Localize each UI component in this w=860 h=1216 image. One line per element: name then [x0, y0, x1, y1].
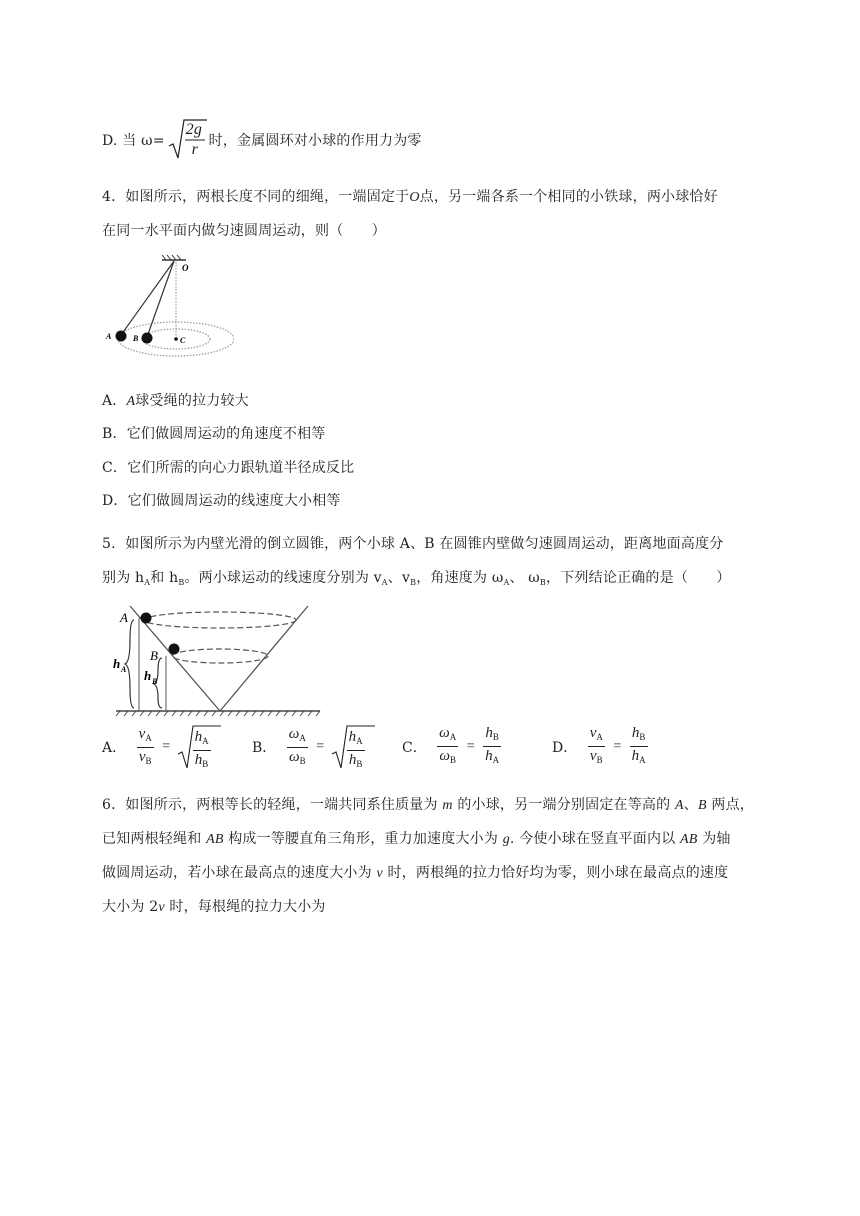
q4-point-o: O	[409, 190, 420, 205]
q4-option-a-italic: A	[126, 394, 136, 409]
q6-a: A	[674, 798, 684, 813]
q4-option-c-text: 它们所需的向心力跟轨道半径成反比	[127, 460, 355, 476]
q4-stem-line1	[102, 186, 718, 206]
q4-option-d-text: 它们做圆周运动的线速度大小相等	[127, 493, 341, 509]
q5-option-a-left-fraction: $\frac{v_A}{v_B}$	[138, 725, 152, 766]
q5-option-d[interactable]	[552, 724, 650, 774]
q5-s1: A	[144, 578, 151, 587]
equals-sign: =	[466, 738, 475, 754]
q3-option-d-label: D. 当 ω=	[102, 133, 165, 149]
q6-ab: AB	[206, 832, 224, 847]
q5-option-a[interactable]	[102, 724, 221, 774]
q6-ab2: AB	[680, 832, 698, 847]
q4-option-a[interactable]	[102, 390, 249, 410]
q6-stem-line1	[102, 794, 754, 814]
sqrt-expression	[167, 118, 207, 162]
q6-t8: 为轴	[697, 831, 731, 847]
q6-m: m	[442, 798, 453, 813]
q5-option-a-label: A．	[102, 740, 127, 756]
q5-t4: 、v	[387, 570, 411, 586]
equals-sign: =	[316, 739, 325, 754]
sqrt-expression: $\frac{h_A}{h_B}$	[177, 724, 221, 770]
q4-option-b-text: 它们做圆周运动的角速度不相等	[126, 426, 326, 442]
q5-s3: A	[381, 578, 388, 587]
q4-option-a-text: 球受绳的拉力较大	[135, 393, 249, 409]
q6-t10: 时，两根绳的拉力恰好均为零，则小球在最高点的速度	[382, 865, 729, 881]
q5-s2: B	[178, 578, 185, 587]
q6-t4: 两点，	[706, 797, 754, 813]
q4-stem-line2: 在同一水平面内做匀速圆周运动，则（ ）	[102, 223, 386, 239]
q5-option-d-right-fraction: $\frac{h_B}{h_A}$	[631, 725, 646, 765]
q6-t2: 的小球，另一端分别固定在等高的	[452, 797, 675, 813]
label-c: C	[180, 336, 186, 345]
q5-t2: 和 h	[150, 570, 179, 586]
q5-t1: 别为 h	[102, 570, 145, 586]
q5-t5: ，角速度为 ω	[416, 570, 504, 586]
q5-t6: 、 ω	[509, 570, 540, 586]
q5-option-c[interactable]	[402, 724, 503, 774]
q6-stem-line2	[102, 828, 731, 848]
q5-s6: B	[539, 578, 547, 587]
q5-cone-figure	[112, 600, 322, 718]
q6-t9: 做圆周运动，若小球在最高点的速度大小为	[102, 865, 377, 881]
equals-sign: =	[162, 739, 171, 754]
q5-option-c-right-fraction: $\frac{h_B}{h_A}$	[485, 725, 500, 765]
q5-stem-line1: 5．如图所示为内壁光滑的倒立圆锥，两个小球 A、B 在圆锥内壁做匀速圆周运动，距离地面高度分	[102, 536, 724, 552]
label-b: B	[150, 648, 158, 663]
q5-option-d-left-fraction: $\frac{v_A}{v_B}$	[589, 725, 603, 765]
q5-stem-line2	[102, 567, 731, 587]
q4-option-c-prefix: C．	[102, 460, 128, 476]
sqrt-numerator: 2g	[185, 121, 203, 138]
q6-t12: 时，每根绳的拉力大小为	[164, 899, 326, 915]
q6-v: v	[376, 866, 383, 881]
q5-option-c-label: C．	[402, 739, 427, 756]
q6-t5: 已知两根轻绳和	[102, 831, 207, 847]
label-o: O	[182, 263, 189, 273]
q4-option-d-prefix: D．	[102, 493, 128, 509]
label-ha-sub: A	[121, 665, 127, 674]
q6-t1: 6．如图所示，两根等长的轻绳，一端共同系住质量为	[102, 797, 443, 813]
q5-option-b[interactable]	[252, 724, 375, 774]
q3-option-d	[102, 118, 422, 162]
q4-text-a: 4．如图所示，两根长度不同的细绳，一端固定于	[102, 189, 410, 205]
label-b: B	[133, 334, 139, 343]
q5-option-b-left-fraction: $\frac{\omega_A}{\omega_B}$	[288, 725, 306, 766]
q4-pendulum-figure	[104, 254, 234, 364]
q6-v2: v	[158, 900, 165, 915]
label-ha: h	[113, 656, 121, 671]
q4-option-c[interactable]	[102, 457, 354, 477]
q5-t7: ，下列结论正确的是（ ）	[546, 570, 731, 586]
sqrt-expression: $\frac{h_A}{h_B}$	[331, 724, 375, 770]
q6-t7: . 今使小球在竖直平面内以	[509, 831, 681, 847]
label-a: A	[120, 610, 128, 625]
q6-t11: 大小为 2	[102, 899, 159, 915]
q6-b: B	[697, 798, 707, 813]
label-hb: h	[144, 668, 152, 683]
q5-s5: A	[503, 578, 510, 587]
q4-option-a-prefix: A．	[102, 393, 127, 409]
q6-stem-line4	[102, 896, 326, 916]
q5-s4: B	[410, 578, 417, 587]
q5-option-c-left-fraction: $\frac{\omega_A}{\omega_B}$	[439, 725, 457, 765]
q4-option-d[interactable]	[102, 490, 341, 510]
q4-option-b-prefix: B．	[102, 426, 127, 442]
q6-g: g	[502, 832, 510, 847]
q6-t6: 构成一等腰直角三角形，重力加速度大小为	[223, 831, 503, 847]
q6-t3: 、	[683, 797, 698, 813]
q4-text-b: 点，另一端各系一个相同的小铁球，两小球恰好	[419, 189, 718, 205]
sqrt-denominator: r	[191, 141, 199, 158]
label-a: A	[106, 332, 112, 341]
equals-sign: =	[613, 738, 622, 754]
q5-option-d-label: D．	[552, 739, 578, 756]
q3-option-d-text: 时，金属圆环对小球的作用力为零	[208, 133, 422, 149]
q6-stem-line3	[102, 862, 728, 882]
q5-option-b-label: B．	[252, 740, 277, 756]
q5-t3: 。两小球运动的线速度分别为 v	[184, 570, 382, 586]
label-hb-sub: B	[152, 677, 158, 686]
q4-option-b[interactable]	[102, 423, 326, 443]
